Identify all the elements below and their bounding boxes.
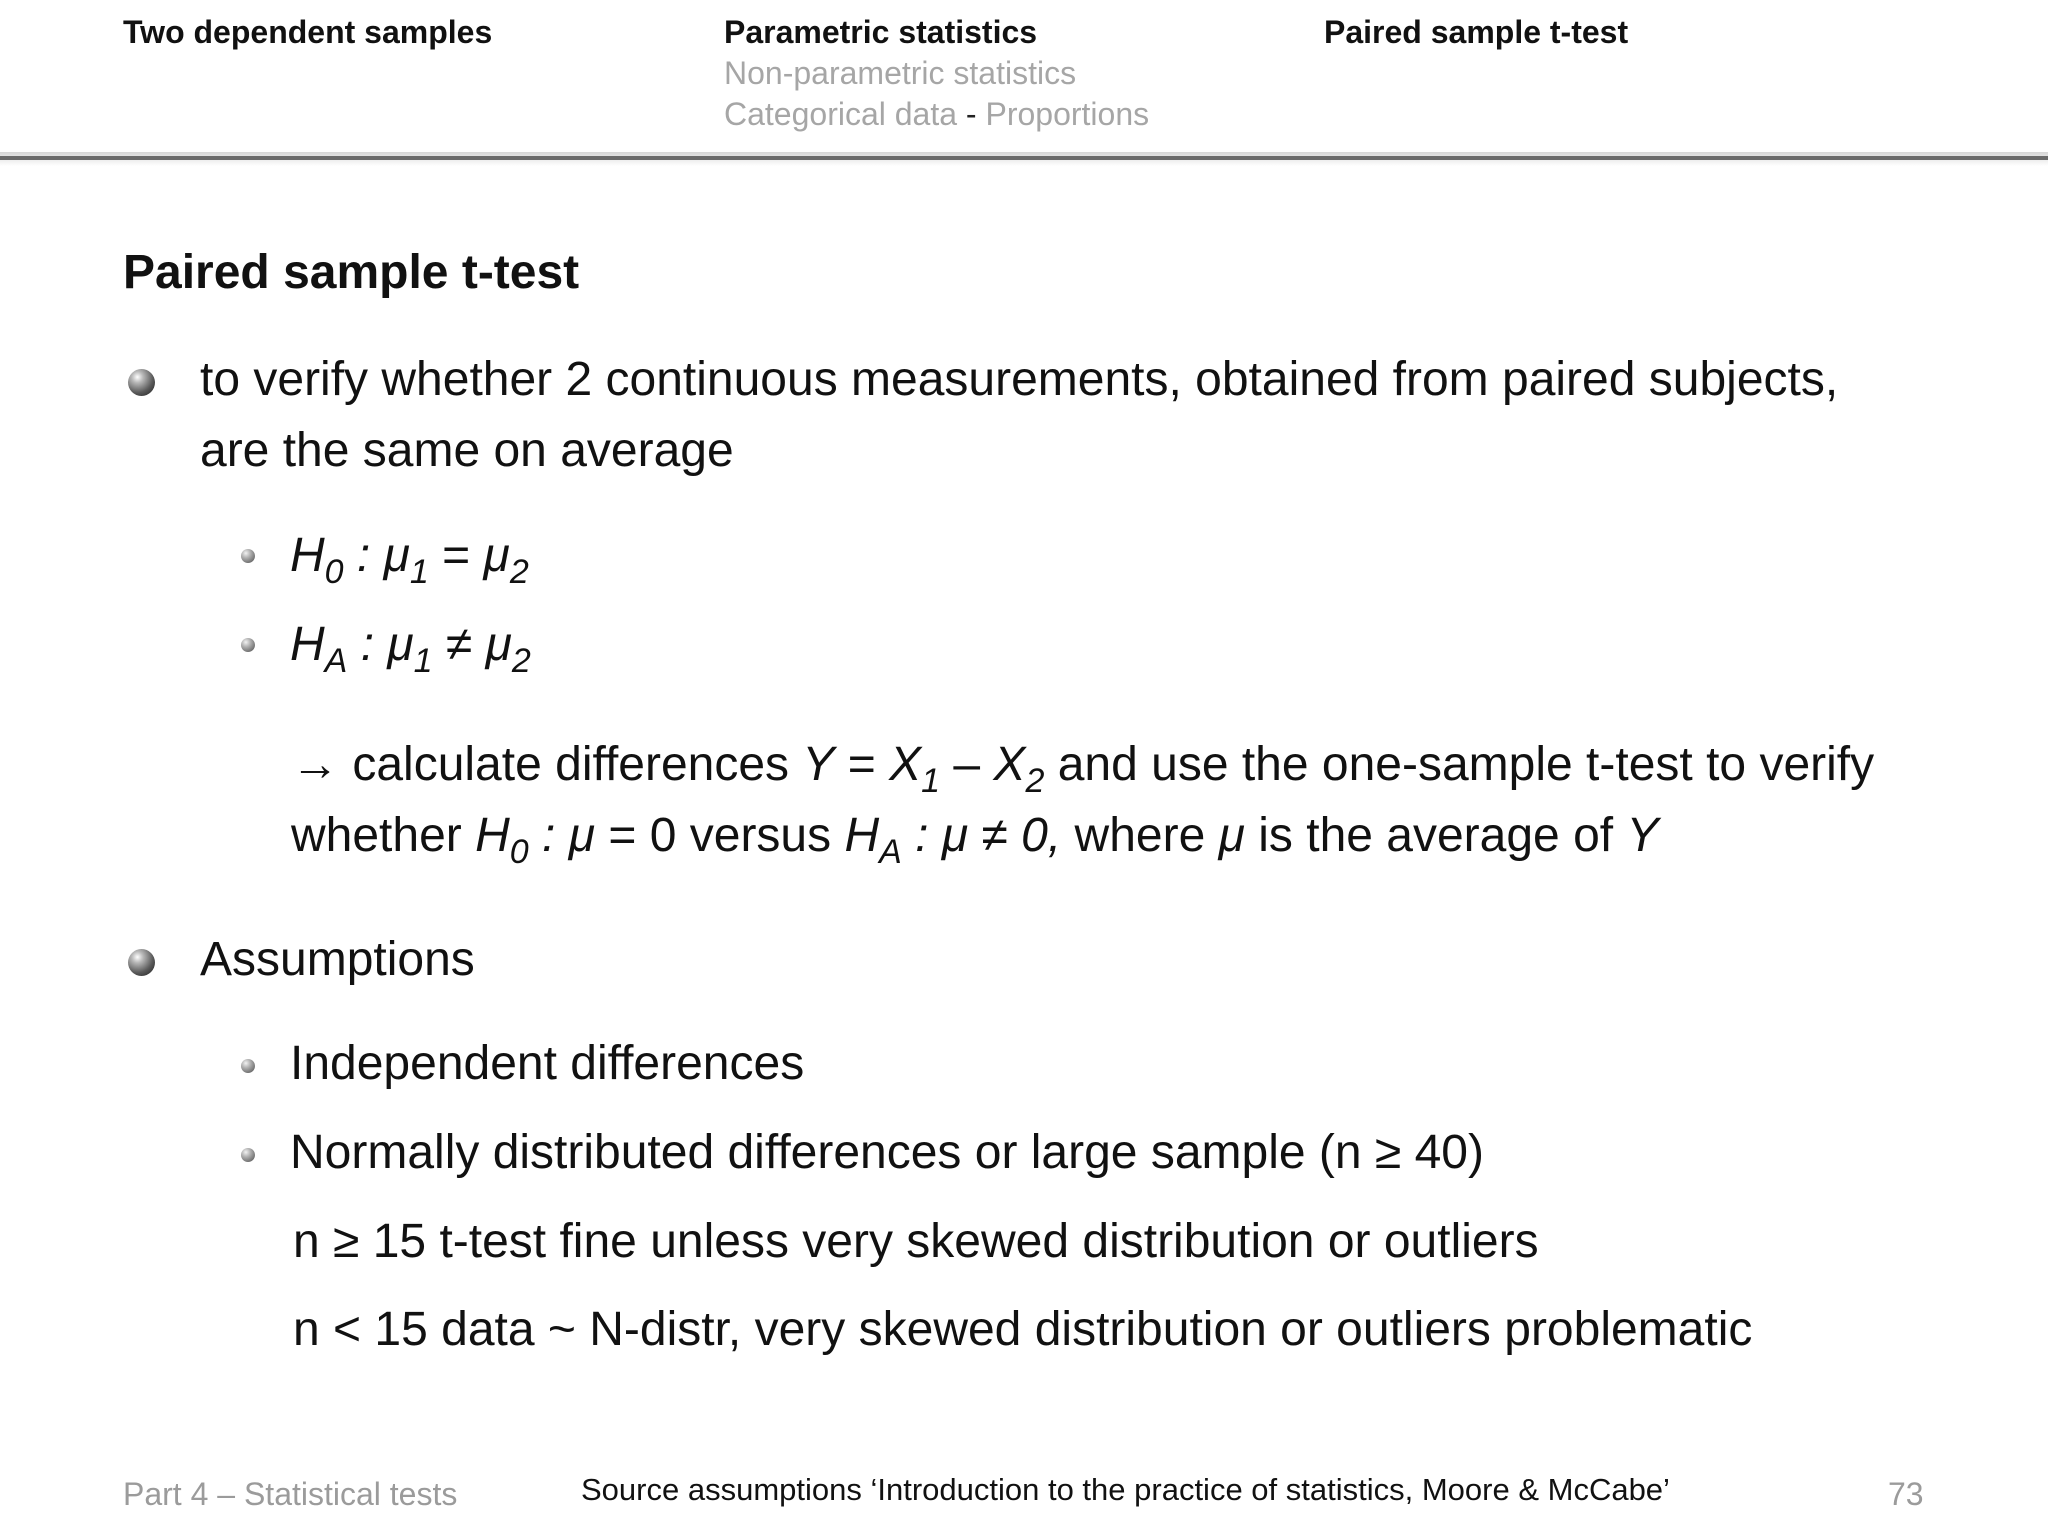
ha-mu2: μ (485, 618, 512, 671)
sub-bullet-dot-icon (241, 638, 255, 652)
arrow-note-x2: X (993, 738, 1026, 791)
arrow-note-ha-sub: A (879, 833, 902, 871)
bullet-purpose-line2: are the same on average (200, 424, 734, 477)
h0-colon: : (343, 529, 384, 582)
arrow-note-average: is the average of (1244, 809, 1627, 862)
arrow-note-mu: μ (1218, 809, 1245, 862)
slide-title: Paired sample t-test (123, 246, 580, 299)
assumption-independent: Independent differences (290, 1037, 805, 1090)
header-current-topic: Paired sample t-test (1324, 14, 1629, 50)
arrow-note-y: Y (802, 738, 835, 791)
assumption-note-small-n: n < 15 data ~ N-distr, very skewed distribution or outliers problematic (293, 1303, 1753, 1356)
arrow-note-tail: and use the one-sample t-test to verify (1044, 738, 1875, 791)
header-topic-categorical (724, 94, 1149, 135)
arrow-note-line1 (291, 735, 1875, 800)
header-topic-proportions: Proportions (985, 96, 1150, 132)
hypothesis-alternative (290, 615, 531, 680)
header-topic-categorical-data: Categorical data (724, 96, 958, 132)
assumption-normality: Normally distributed differences or large sample (n ≥ 40) (290, 1126, 1484, 1179)
sub-bullet-dot-icon (241, 549, 255, 563)
arrow-note-x1: X (889, 738, 922, 791)
h0-symbol: H (290, 529, 325, 582)
bullet-purpose-line1: to verify whether 2 continuous measurements, obtained from paired subjects, (200, 353, 1839, 406)
header-topic-parametric: Parametric statistics (724, 14, 1038, 50)
h0-mu1-sub: 1 (409, 553, 429, 591)
arrow-note-minus: – (940, 738, 994, 791)
header-rule (0, 156, 2048, 160)
header-topic-list (724, 12, 1149, 135)
ha-subscript: A (324, 642, 348, 680)
arrow-note-h0: H (475, 809, 510, 862)
footer-part-label: Part 4 – Statistical tests (123, 1476, 458, 1512)
footer-source: Source assumptions ‘Introduction to the practice of statistics, Moore & McCabe’ (581, 1472, 1670, 1507)
sub-bullet-dot-icon (241, 1059, 255, 1073)
arrow-note-ha: H (844, 809, 880, 862)
arrow-note-lead: → calculate differences (291, 738, 803, 791)
bullet-ball-icon (128, 949, 155, 976)
arrow-note-h0-rest: = 0 versus (595, 809, 845, 862)
h0-operator: = (428, 529, 484, 582)
assumption-note-n15: n ≥ 15 t-test fine unless very skewed distribution or outliers (293, 1215, 1539, 1268)
ha-colon: : (347, 618, 388, 671)
arrow-note-whether: whether (291, 809, 476, 862)
arrow-note-x2-sub: 2 (1025, 762, 1045, 800)
arrow-note-x1-sub: 1 (921, 762, 941, 800)
ha-symbol: H (290, 618, 325, 671)
arrow-note-final-y: Y (1626, 809, 1659, 862)
ha-mu1-sub: 1 (413, 642, 433, 680)
sub-bullet-dot-icon (241, 1148, 255, 1162)
page-number: 73 (1888, 1476, 1924, 1512)
header-topic-separator: - (957, 96, 986, 132)
header-topic-nonparametric: Non-parametric statistics (724, 55, 1077, 91)
ha-mu2-sub: 2 (511, 642, 531, 680)
header-section-label: Two dependent samples (123, 14, 493, 50)
ha-mu1: μ (387, 618, 414, 671)
arrow-note-where: where (1061, 809, 1219, 862)
arrow-note-h0-sub: 0 (509, 833, 529, 871)
h0-mu2-sub: 2 (509, 553, 529, 591)
arrow-note-eq: = (834, 738, 890, 791)
bullet-assumptions: Assumptions (200, 933, 475, 986)
bullet-ball-icon (128, 369, 155, 396)
hypothesis-null (290, 526, 529, 591)
h0-subscript: 0 (324, 553, 344, 591)
h0-mu2: μ (483, 529, 510, 582)
h0-mu1: μ (383, 529, 410, 582)
ha-operator: ≠ (432, 618, 486, 671)
arrow-note-h0-mu: : μ (528, 809, 596, 862)
arrow-note-line2 (291, 806, 1659, 871)
arrow-note-ha-rest: : μ ≠ 0, (901, 809, 1062, 862)
